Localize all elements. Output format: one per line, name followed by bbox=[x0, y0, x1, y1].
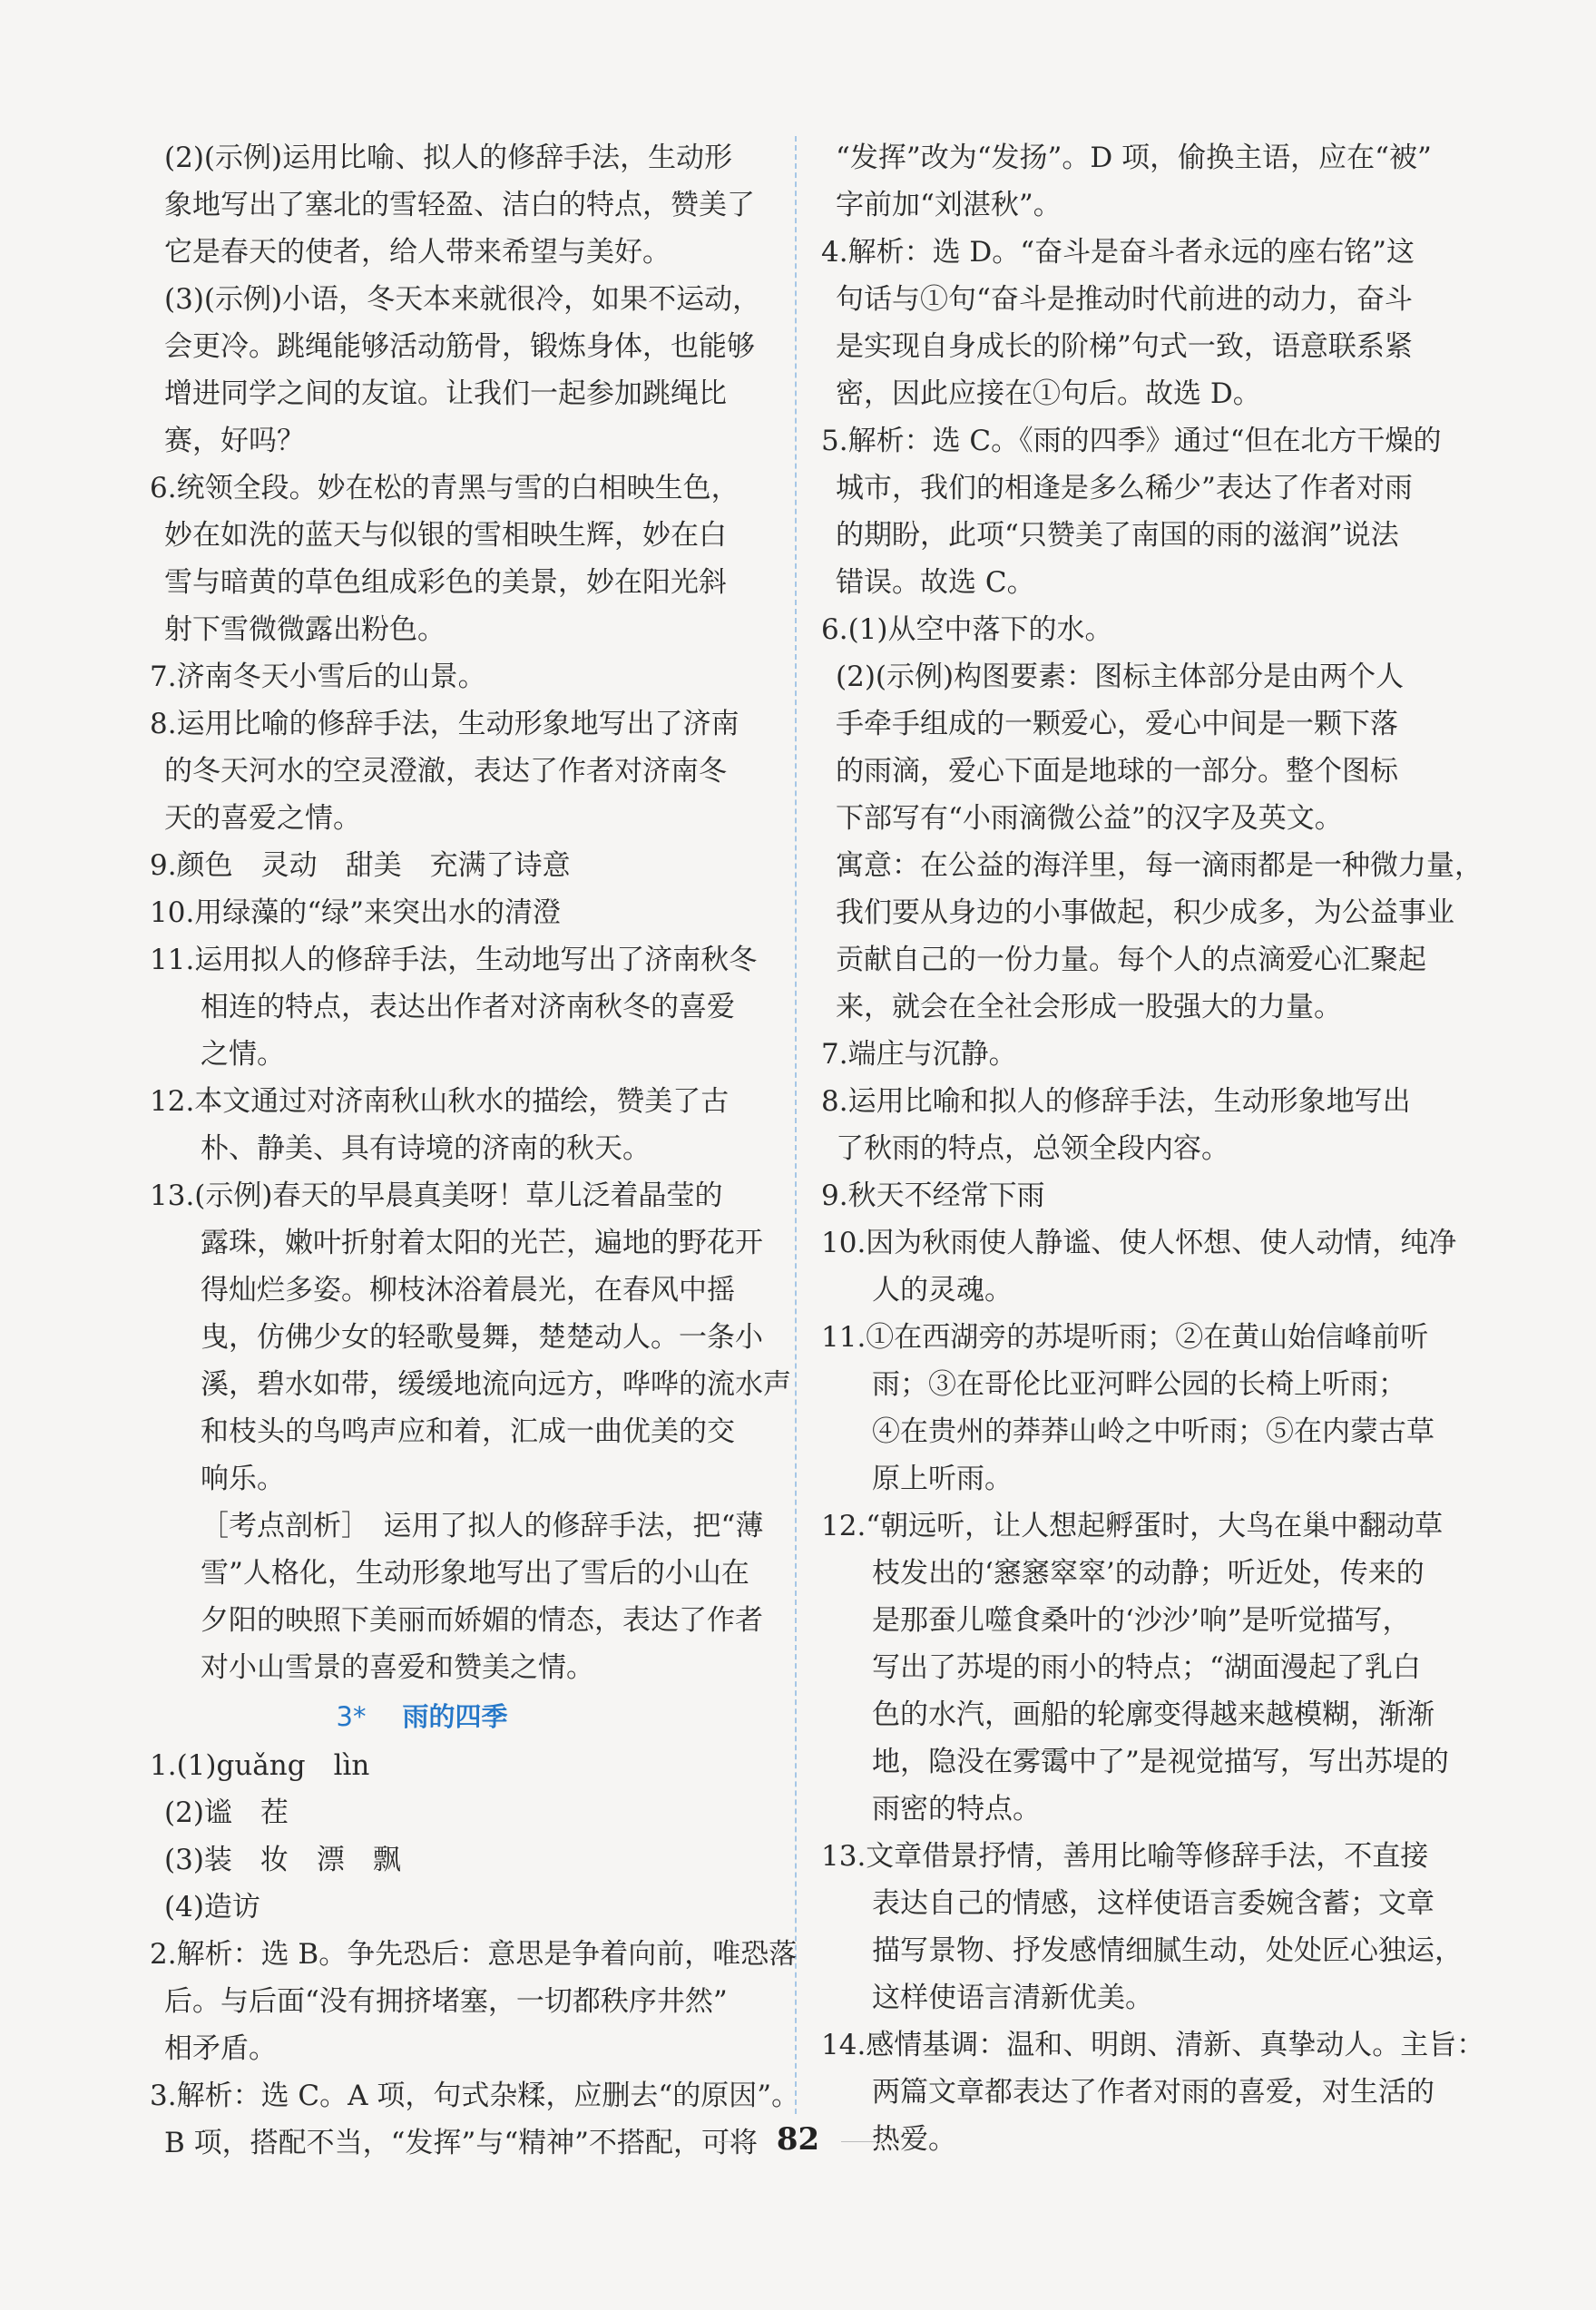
text-line: 11.①在西湖旁的苏堤听雨；②在黄山始信峰前听 bbox=[821, 1321, 1429, 1354]
text-line: 地，隐没在雾霭中了”是视觉描写，写出苏堤的 bbox=[872, 1746, 1449, 1778]
text-line: 1.(1)guǎng lìn bbox=[150, 1749, 370, 1782]
text-line: 增进同学之间的友谊。让我们一起参加跳绳比 bbox=[164, 377, 727, 410]
text-line: 6.(1)从空中落下的水。 bbox=[821, 613, 1113, 646]
text-line: (3)(示例)小语，冬天本来就很冷，如果不运动， bbox=[164, 283, 761, 316]
text-line: 朴、静美、具有诗境的济南的秋天。 bbox=[201, 1132, 651, 1165]
text-line: 会更冷。跳绳能够活动筋骨，锻炼身体，也能够 bbox=[164, 330, 755, 363]
text-line: 枝发出的‘窸窸窣窣’的动静；听近处，传来的 bbox=[872, 1557, 1425, 1590]
text-line: 这样使语言清新优美。 bbox=[872, 1982, 1153, 2014]
text-line: 字前加“刘湛秋”。 bbox=[836, 189, 1062, 221]
text-line: 寓意：在公益的海洋里，每一滴雨都是一种微力量， bbox=[836, 849, 1483, 882]
text-line: 14.感情基调：温和、明朗、清新、真挚动人。主旨： bbox=[821, 2029, 1485, 2061]
text-line: 妙在如洗的蓝天与似银的雪相映生辉，妙在白 bbox=[164, 519, 727, 552]
text-line: 下部写有“小雨滴微公益”的汉字及英文。 bbox=[836, 802, 1343, 835]
text-line: 象地写出了塞北的雪轻盈、洁白的特点，赞美了 bbox=[164, 189, 755, 221]
text-line: B 项，搭配不当，“发挥”与“精神”不搭配，可将 bbox=[164, 2127, 759, 2159]
text-line: 3.解析：选 C。A 项，句式杂糅，应删去“的原因”。 bbox=[150, 2080, 800, 2112]
text-line: 两篇文章都表达了作者对雨的喜爱，对生活的 bbox=[872, 2076, 1434, 2109]
text-line: 的雨滴，爱心下面是地球的一部分。整个图标 bbox=[836, 755, 1398, 788]
text-line: 10.因为秋雨使人静谧、使人怀想、使人动情，纯净 bbox=[821, 1227, 1457, 1259]
text-line: 9.秋天不经常下雨 bbox=[821, 1179, 1045, 1212]
text-line: 表达自己的情感，这样使语言委婉含蓄；文章 bbox=[872, 1887, 1434, 1920]
text-line: 雨；③在哥伦比亚河畔公园的长椅上听雨； bbox=[872, 1368, 1406, 1401]
text-line: 得灿烂多姿。柳枝沐浴着晨光，在春风中摇 bbox=[201, 1274, 735, 1307]
text-line: 天的喜爱之情。 bbox=[164, 802, 361, 835]
text-line: 贡献自己的一份力量。每个人的点滴爱心汇聚起 bbox=[836, 944, 1426, 976]
text-line: 相矛盾。 bbox=[164, 2032, 277, 2065]
column-divider bbox=[795, 136, 797, 2114]
text-line: 11.运用拟人的修辞手法，生动地写出了济南秋冬 bbox=[150, 944, 758, 976]
text-line: 我们要从身边的小事做起，积少成多，为公益事业 bbox=[836, 896, 1454, 929]
text-line: 原上听雨。 bbox=[872, 1463, 1013, 1495]
text-line: 7.端庄与沉静。 bbox=[821, 1038, 1017, 1071]
text-line: 热爱。 bbox=[872, 2123, 956, 2156]
text-line: 7.济南冬天小雪后的山景。 bbox=[150, 661, 486, 693]
text-line: 赛，好吗？ bbox=[164, 425, 305, 457]
text-line: 射下雪微微露出粉色。 bbox=[164, 613, 446, 646]
text-line: 色的水汽，画船的轮廓变得越来越模糊，渐渐 bbox=[872, 1698, 1434, 1731]
text-line: 人的灵魂。 bbox=[872, 1274, 1013, 1307]
text-line: 雪与暗黄的草色组成彩色的美景，妙在阳光斜 bbox=[164, 566, 727, 599]
text-line: 响乐。 bbox=[201, 1463, 285, 1495]
text-line: 6.统领全段。妙在松的青黑与雪的白相映生色， bbox=[150, 472, 739, 504]
text-line: 13.(示例)春天的早晨真美呀！草儿泛着晶莹的 bbox=[150, 1179, 723, 1212]
text-line: ④在贵州的莽莽山岭之中听雨；⑤在内蒙古草 bbox=[872, 1415, 1434, 1448]
text-line: (2)谧 茬 bbox=[164, 1796, 289, 1829]
text-line: 和枝头的鸟鸣声应和着，汇成一曲优美的交 bbox=[201, 1415, 735, 1448]
text-line: 雪”人格化，生动形象地写出了雪后的小山在 bbox=[201, 1557, 749, 1590]
text-line: 12.本文通过对济南秋山秋水的描绘，赞美了古 bbox=[150, 1085, 729, 1118]
section-number: 3* bbox=[336, 1701, 367, 1732]
text-line: 8.运用比喻和拟人的修辞手法，生动形象地写出 bbox=[821, 1085, 1411, 1118]
text-line: 是实现自身成长的阶梯”句式一致，语意联系紧 bbox=[836, 330, 1413, 363]
right-answers bbox=[821, 134, 1485, 2163]
text-line: 错误。故选 C。 bbox=[836, 566, 1035, 599]
text-line: 后。与后面“没有拥挤堵塞，一切都秩序井然” bbox=[164, 1985, 728, 2018]
text-line: (4)造访 bbox=[164, 1891, 260, 1923]
text-line: 了秋雨的特点，总领全段内容。 bbox=[836, 1132, 1229, 1165]
text-line: 2.解析：选 B。争先恐后：意思是争着向前，唯恐落 bbox=[150, 1938, 798, 1971]
text-line: 手牵手组成的一颗爱心，爱心中间是一颗下落 bbox=[836, 708, 1398, 740]
text-line: 之情。 bbox=[201, 1038, 285, 1071]
text-line: 密，因此应接在①句后。故选 D。 bbox=[836, 377, 1261, 410]
text-line: 来，就会在全社会形成一股强大的力量。 bbox=[836, 991, 1342, 1023]
text-line: 露珠，嫩叶折射着太阳的光芒，遍地的野花开 bbox=[201, 1227, 763, 1259]
text-line: 相连的特点，表达出作者对济南秋冬的喜爱 bbox=[201, 991, 735, 1023]
text-line: 9.颜色 灵动 甜美 充满了诗意 bbox=[150, 849, 571, 882]
page-footer bbox=[0, 2121, 1596, 2185]
text-line: 13.文章借景抒情，善用比喻等修辞手法，不直接 bbox=[821, 1840, 1429, 1873]
text-line: “发挥”改为“发扬”。D 项，偷换主语，应在“被” bbox=[836, 142, 1432, 174]
text-line: 夕阳的映照下美丽而娇媚的情态，表达了作者 bbox=[201, 1604, 763, 1637]
text-line: 12.“朝远听，让人想起孵蛋时，大鸟在巢中翻动草 bbox=[821, 1510, 1444, 1542]
section-name: 雨的四季 bbox=[402, 1701, 508, 1732]
text-line: (2)(示例)运用比喻、拟人的修辞手法，生动形 bbox=[164, 142, 733, 174]
text-line: 的期盼，此项“只赞美了南国的雨的滋润”说法 bbox=[836, 519, 1399, 552]
text-line: 的冬天河水的空灵澄澈，表达了作者对济南冬 bbox=[164, 755, 727, 788]
text-line: 城市，我们的相逢是多么稀少”表达了作者对雨 bbox=[836, 472, 1413, 504]
text-line: 是那蚕儿噬食桑叶的‘沙沙’响”是听觉描写， bbox=[872, 1604, 1411, 1637]
right-column bbox=[821, 134, 1485, 2163]
section-title bbox=[150, 1691, 767, 1742]
text-line: ［考点剖析］ 运用了拟人的修辞手法，把“薄 bbox=[201, 1510, 764, 1542]
text-line: 曳，仿佛少女的轻歌曼舞，楚楚动人。一条小 bbox=[201, 1321, 763, 1354]
text-line: 句话与①句“奋斗是推动时代前进的动力，奋斗 bbox=[836, 283, 1413, 316]
left-answers bbox=[150, 134, 791, 1691]
text-line: 溪，碧水如带，缓缓地流向远方，哗哗的流水声 bbox=[201, 1368, 791, 1401]
text-line: 雨密的特点。 bbox=[872, 1793, 1041, 1825]
text-line: 写出了苏堤的雨小的特点；“湖面漫起了乳白 bbox=[872, 1651, 1421, 1684]
text-line: 5.解析：选 C。《雨的四季》通过“但在北方干燥的 bbox=[821, 425, 1442, 457]
text-line: 10.用绿藻的“绿”来突出水的清澄 bbox=[150, 896, 561, 929]
page-number: 82 bbox=[776, 2121, 820, 2158]
text-line: 8.运用比喻的修辞手法，生动形象地写出了济南 bbox=[150, 708, 739, 740]
text-line: 它是春天的使者，给人带来希望与美好。 bbox=[164, 236, 671, 269]
text-line: 描写景物、抒发感情细腻生动，处处匠心独运， bbox=[872, 1934, 1463, 1967]
text-line: (3)装 妆 漂 飘 bbox=[164, 1844, 401, 1876]
text-line: 对小山雪景的喜爱和赞美之情。 bbox=[201, 1651, 594, 1684]
text-line: 4.解析：选 D。“奋斗是奋斗者永远的座右铭”这 bbox=[821, 236, 1415, 269]
text-line: (2)(示例)构图要素：图标主体部分是由两个人 bbox=[836, 661, 1405, 693]
